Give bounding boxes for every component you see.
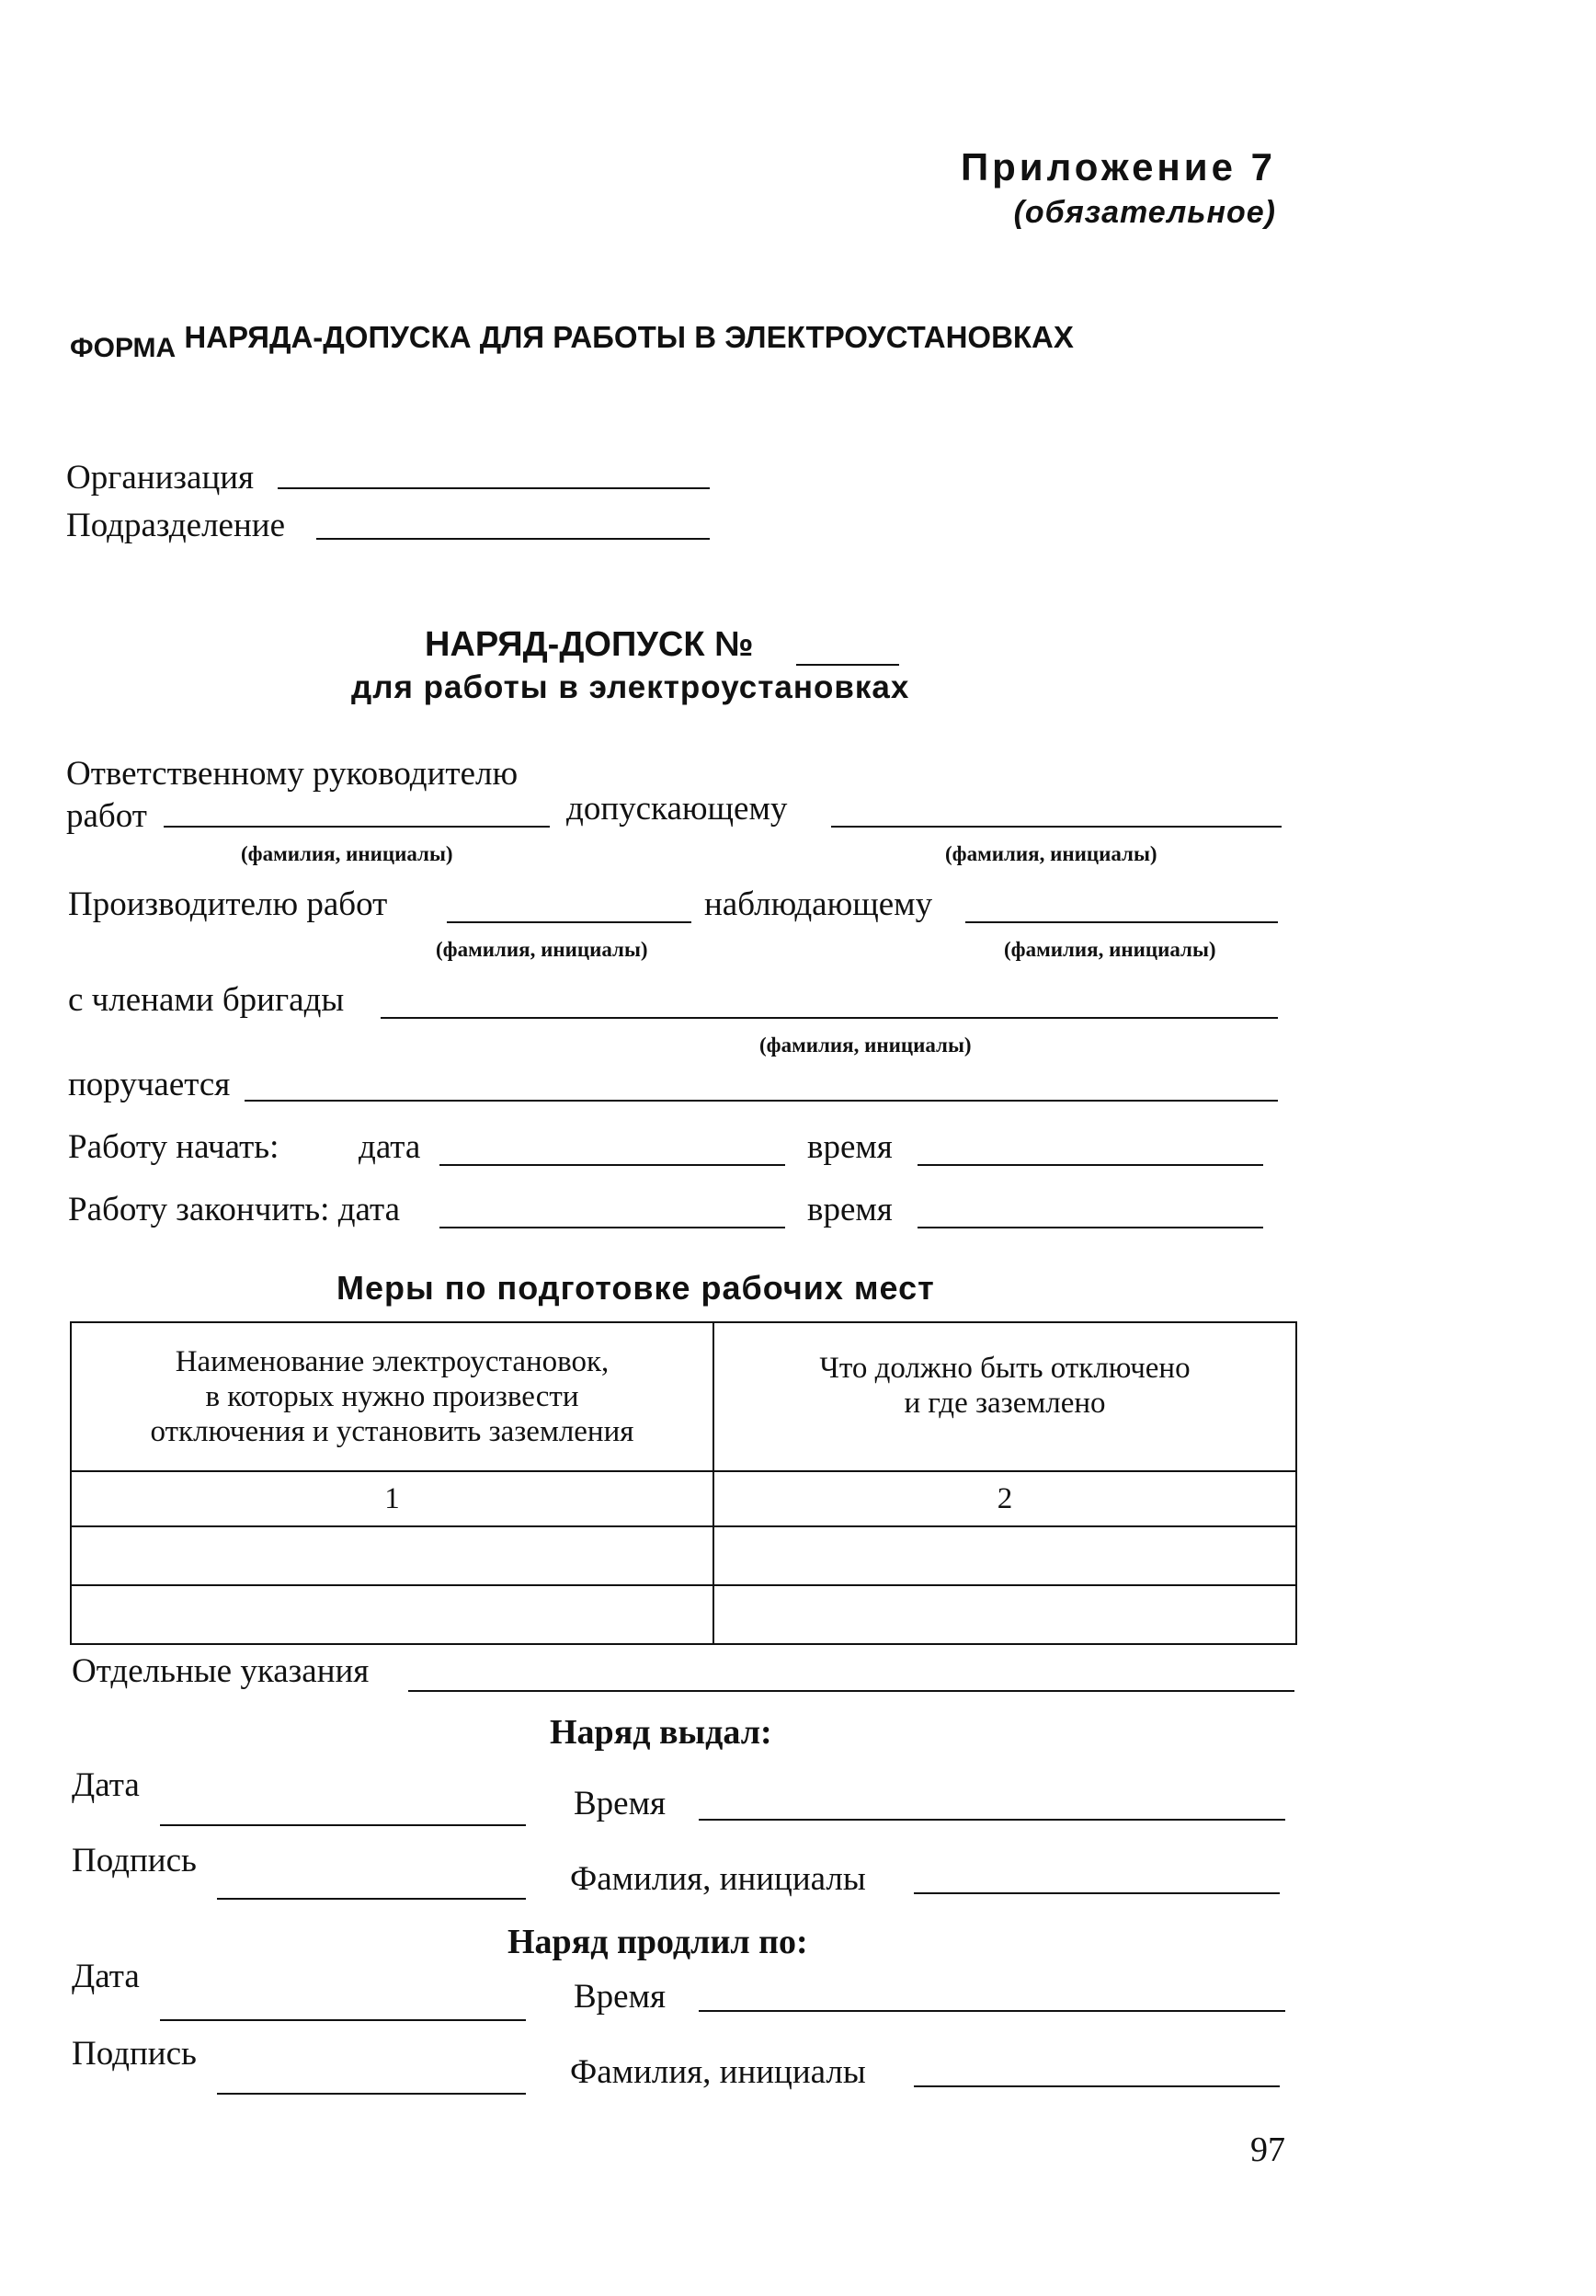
organization-label: Организация <box>66 459 255 497</box>
header-col1-line: в которых нужно произвести <box>205 1380 579 1413</box>
extended-signature-label: Подпись <box>72 2035 197 2073</box>
table-header-col2 <box>713 1322 1296 1471</box>
subdivision-label: Подразделение <box>66 507 286 544</box>
assigned-label: поручается <box>68 1066 231 1103</box>
extended-date-field[interactable] <box>160 2019 526 2021</box>
table-header-row <box>71 1322 1296 1471</box>
instructions-label: Отдельные указания <box>72 1652 370 1690</box>
issued-name-label: Фамилия, инициалы <box>570 1860 866 1898</box>
organization-field[interactable] <box>278 487 710 489</box>
admitting-label: допускающему <box>566 790 788 828</box>
permit-number-field[interactable] <box>796 664 899 666</box>
issued-time-field[interactable] <box>699 1819 1285 1821</box>
producer-field[interactable] <box>447 921 691 923</box>
appendix-title: Приложение 7 <box>960 145 1276 188</box>
responsible-head-label: Ответственному руководителю <box>66 755 519 793</box>
observer-label: наблюдающему <box>704 885 933 923</box>
extended-time-field[interactable] <box>699 2010 1285 2012</box>
header-col1-line: Наименование электроустановок, <box>175 1345 610 1378</box>
column-number: 1 <box>71 1471 713 1526</box>
appendix-mandatory: (обязательное) <box>1013 195 1276 230</box>
permit-title-text: НАРЯД-ДОПУСК № <box>425 625 754 664</box>
measures-title: Меры по подготовке рабочих мест <box>336 1269 935 1307</box>
finish-date-field[interactable] <box>439 1227 785 1228</box>
start-date-field[interactable] <box>439 1164 785 1166</box>
extended-title: Наряд продлил по: <box>507 1923 808 1961</box>
page-number: 97 <box>1250 2130 1285 2169</box>
table-cell[interactable] <box>71 1526 713 1585</box>
table-row <box>71 1585 1296 1644</box>
form-title <box>70 320 1074 363</box>
form-title-rest: НАРЯДА-ДОПУСКА ДЛЯ РАБОТЫ В ЭЛЕКТРОУСТАНОВКАХ <box>184 320 1074 354</box>
table-cell[interactable] <box>713 1585 1296 1644</box>
header-col2-line: Что должно быть отключено <box>819 1352 1191 1385</box>
admitting-caption: (фамилия, инициалы) <box>945 842 1157 865</box>
header-col2-line: и где заземлено <box>904 1387 1106 1420</box>
extended-date-label: Дата <box>72 1958 140 1995</box>
assigned-field[interactable] <box>245 1100 1278 1102</box>
issued-title: Наряд выдал: <box>550 1713 772 1752</box>
table-cell[interactable] <box>71 1585 713 1644</box>
form-title-prefix: ФОРМА <box>70 333 177 363</box>
issued-time-label: Время <box>574 1785 667 1822</box>
table-header-col1 <box>71 1322 713 1471</box>
start-time-label: время <box>807 1128 893 1166</box>
observer-caption: (фамилия, инициалы) <box>1004 938 1216 961</box>
permit-title <box>425 625 753 665</box>
table-cell[interactable] <box>713 1526 1296 1585</box>
brigade-label: с членами бригады <box>68 981 345 1019</box>
start-time-field[interactable] <box>918 1164 1263 1166</box>
producer-label: Производителю работ <box>68 885 388 923</box>
extended-time-label: Время <box>574 1978 667 2016</box>
works-label: работ <box>66 797 147 835</box>
measures-table <box>70 1321 1297 1645</box>
producer-caption: (фамилия, инициалы) <box>436 938 648 961</box>
column-number: 2 <box>713 1471 1296 1526</box>
extended-name-label: Фамилия, инициалы <box>570 2053 866 2091</box>
issued-signature-label: Подпись <box>72 1842 197 1879</box>
table-row <box>71 1471 1296 1526</box>
issued-name-field[interactable] <box>914 1892 1280 1894</box>
extended-signature-field[interactable] <box>217 2093 526 2095</box>
responsible-head-caption: (фамилия, инициалы) <box>241 842 453 865</box>
permit-subtitle: для работы в электроустановках <box>351 669 910 705</box>
start-date-label: дата <box>359 1128 421 1166</box>
extended-name-field[interactable] <box>914 2085 1280 2087</box>
finish-label: Работу закончить: дата <box>68 1191 401 1228</box>
instructions-field[interactable] <box>408 1690 1294 1692</box>
admitting-field[interactable] <box>831 826 1282 828</box>
brigade-field[interactable] <box>381 1017 1278 1019</box>
issued-date-field[interactable] <box>160 1824 526 1826</box>
issued-date-label: Дата <box>72 1766 140 1804</box>
start-label: Работу начать: <box>68 1128 279 1166</box>
header-col1-line: отключения и установить заземления <box>150 1415 634 1448</box>
table-row <box>71 1526 1296 1585</box>
observer-field[interactable] <box>965 921 1278 923</box>
finish-time-field[interactable] <box>918 1227 1263 1228</box>
subdivision-field[interactable] <box>316 538 710 540</box>
finish-time-label: время <box>807 1191 893 1228</box>
issued-signature-field[interactable] <box>217 1898 526 1900</box>
brigade-caption: (фамилия, инициалы) <box>759 1034 972 1057</box>
responsible-head-field[interactable] <box>164 826 550 828</box>
